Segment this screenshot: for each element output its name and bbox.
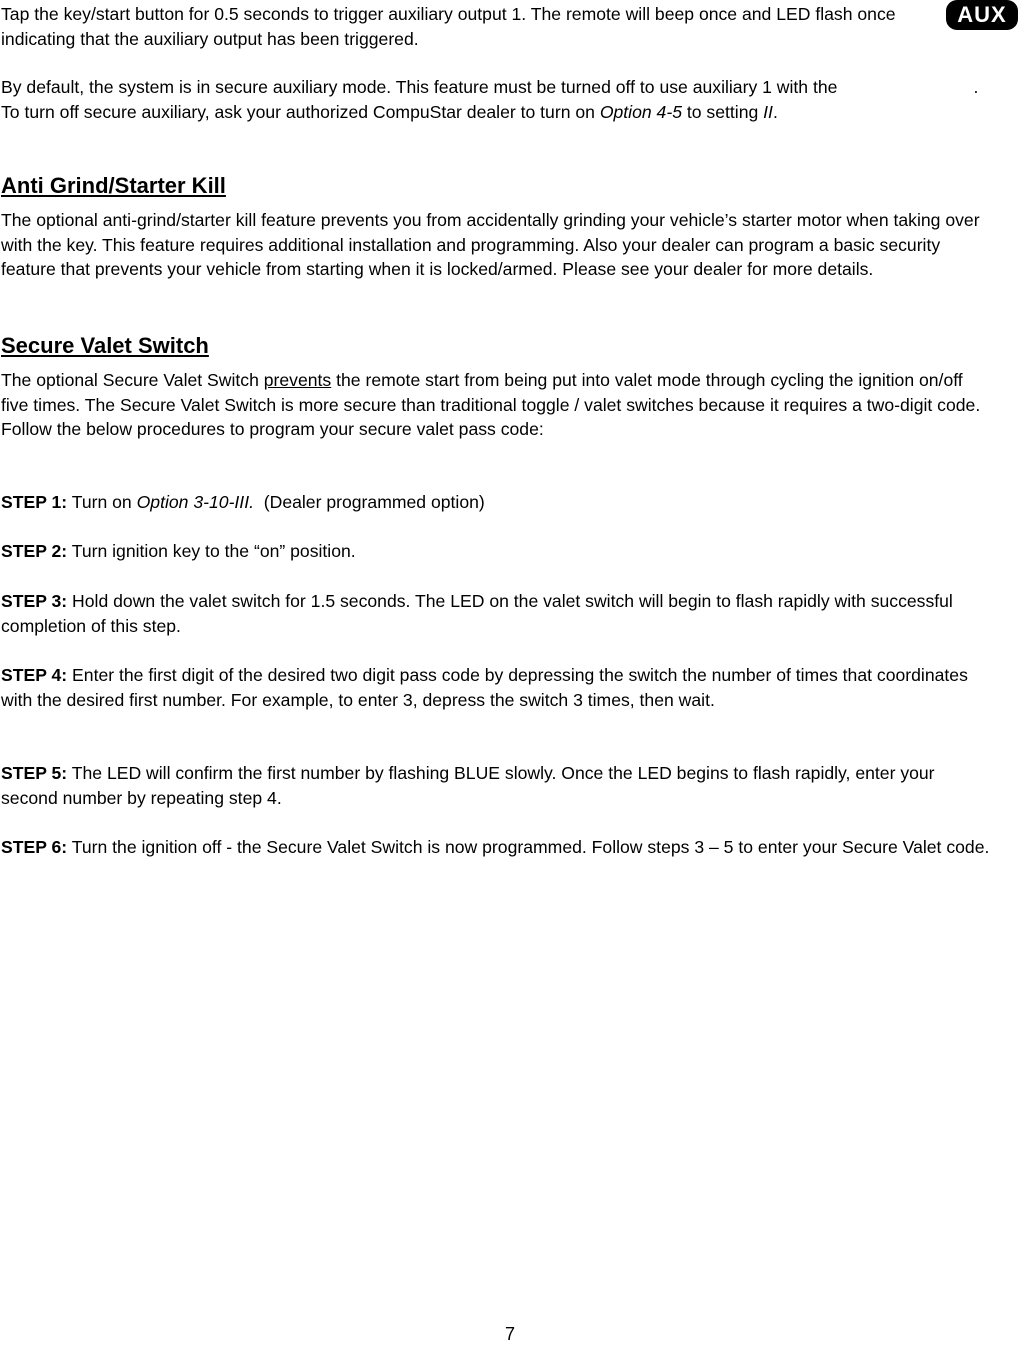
anti-grind-body: The optional anti-grind/starter kill feature prevents you from accidentally grinding your vehicle’s starter motor when taking over with the key. This feature requires additional installation and programming. Also your dealer can program a basic security feature that prevents your vehicle from starting when it is locked/armed. Please see your dealer for more details. [1, 210, 980, 279]
step-5-text: The LED will confirm the first number by flashing BLUE slowly. Once the LED begins to flash rapidly, enter your second number by repeating step 4. [1, 763, 935, 808]
step-3-label: STEP 3: [1, 591, 68, 611]
step-3 [1, 589, 991, 638]
step-6-label: STEP 6: [1, 837, 68, 857]
secure-valet-body-underlined: prevents [263, 370, 332, 390]
intro-p2-text-b: . To turn off secure auxiliary, ask your authorized CompuStar dealer to turn on [1, 77, 979, 122]
secure-valet-body [1, 368, 991, 442]
anti-grind-heading: Anti Grind/Starter Kill [1, 173, 226, 198]
step-1-label: STEP 1: [1, 492, 68, 512]
intro-p2-text-a: By default, the system is in secure auxiliary mode. This feature must be turned off to use auxiliary 1 with the [1, 77, 838, 97]
intro-paragraph-2 [1, 75, 991, 124]
step-6-text: Turn the ignition off - the Secure Valet Switch is now programmed. Follow steps 3 – 5 to enter your Secure Valet code. [67, 837, 990, 857]
step-5 [1, 761, 991, 810]
step-2-label: STEP 2: [1, 541, 68, 561]
intro-p2-text-c: to setting [681, 101, 764, 122]
step-4 [1, 663, 991, 712]
step-4-label: STEP 4: [1, 665, 68, 685]
step-3-text: Hold down the valet switch for 1.5 seconds. The LED on the valet switch will begin to flash rapidly with successful completion of this step. [1, 591, 953, 636]
step-1 [1, 490, 991, 515]
step-2-text: Turn ignition key to the “on” position. [67, 541, 356, 561]
aux-button-icon: AUX [946, 0, 1018, 30]
step-5-label: STEP 5: [1, 763, 68, 783]
secure-valet-heading: Secure Valet Switch [1, 333, 209, 358]
secure-valet-body-a: The optional Secure Valet Switch [1, 370, 264, 390]
intro-p2-setting: II [763, 101, 773, 122]
intro-p2-option: Option 4-5 [599, 101, 682, 122]
intro-paragraph-1: Tap the key/start button for 0.5 seconds to trigger auxiliary output 1. The remote will beep once and LED flash once indicating that the auxiliary output has been triggered. [1, 4, 896, 49]
secure-valet-body-b: the remote start from being put into valet mode through cycling the ignition on/off five times. The Secure Valet Switch is more secure than traditional toggle / valet switches because it requires a two-digit code. Follow the below procedures to program your secure valet pass code: [1, 370, 981, 439]
page-number: 7 [504, 1324, 515, 1344]
step-4-text: Enter the first digit of the desired two digit pass code by depressing the switch the number of times that coordinates with the desired first number. For example, to enter 3, depress the switch 3 times, then wait. [1, 665, 968, 710]
step-1-text-a: Turn on [67, 492, 137, 512]
intro-p2-text-d: . [772, 101, 778, 122]
step-1-option: Option 3-10-III. [136, 492, 254, 512]
step-2 [1, 539, 991, 564]
step-6 [1, 835, 991, 860]
step-1-text-b: (Dealer programmed option) [253, 492, 485, 512]
